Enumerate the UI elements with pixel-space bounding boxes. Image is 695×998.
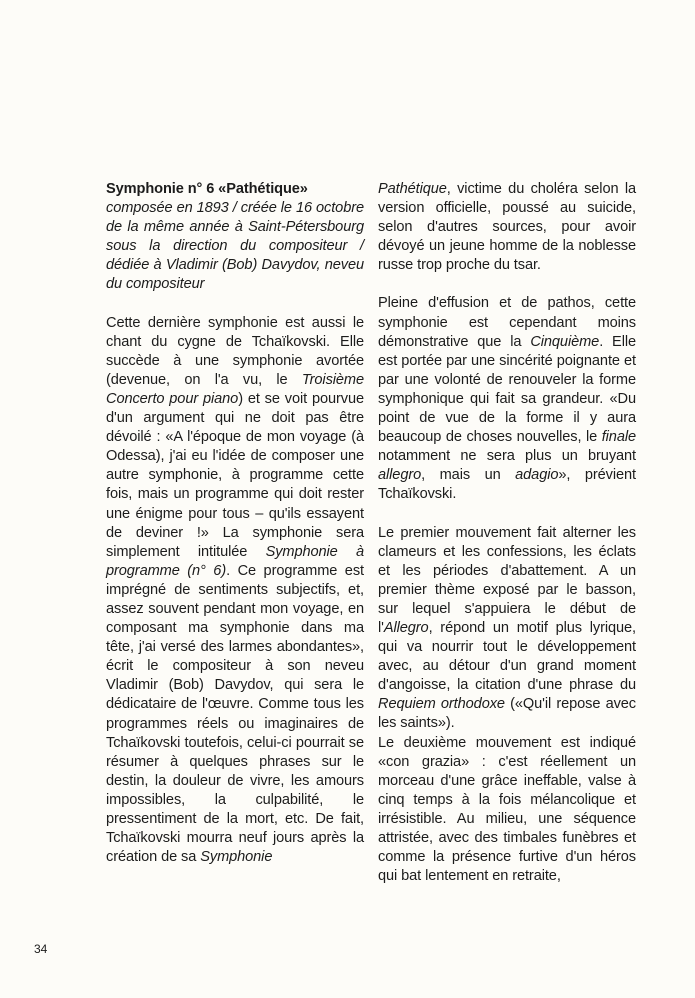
- text-run: («Qu'il repose avec les saints»).: [378, 696, 636, 732]
- right-column: [378, 180, 636, 886]
- body-paragraph: [378, 180, 636, 275]
- text-run: , victime du choléra selon la version officielle, poussé au suicide, selon d'autres sources, pour avoir dévoyé un jeune homme de la noblesse russe trop proche du tsar.: [378, 181, 636, 274]
- italic-term: allegro: [378, 467, 422, 484]
- text-run: Cette dernière symphonie est aussi le chant du cygne de Tchaïkovski. Elle succède à une symphonie avortée (devenue, on l'a vu, le: [106, 314, 364, 388]
- text-run: Le premier mouvement fait alterner les clameurs et les confessions, les éclats et les périodes d'abattement. A un premier thème exposé par le basson, sur lequel s'appuiera le début de l': [378, 524, 636, 636]
- text-run: Le deuxième mouvement est indiqué «con grazia» : c'est réellement un morceau d'une grâce ineffable, valse à cinq temps à la fois mélancolique et irrésistible. Au milieu, une séquence attristée, avec des timbales funèbres et comme la présence furtive d'un héros qui bat lentement en retraite,: [378, 734, 636, 885]
- italic-term: Allegro: [383, 619, 429, 636]
- text-run: , mais un: [421, 467, 516, 484]
- body-paragraph: [378, 734, 636, 887]
- text-run: ) et se voit pourvue d'un argument qui ne doit pas être dévoilé : «A l'époque de mon voyage (à Odessa), j'ai eu l'idée de composer une autre symphonie, à programme cette fois, mais un programme qui doit rester une énigme pour tous – qu'ils essayent de deviner !» La symphonie sera simplement intitulée: [106, 390, 364, 560]
- italic-term: adagio: [515, 467, 559, 484]
- text-run: Pleine d'effusion et de pathos, cette symphonie est cependant moins démonstrative que la: [378, 295, 636, 350]
- italic-title: Troisième Concerto pour piano: [106, 371, 364, 407]
- page-number: 34: [34, 942, 48, 956]
- text-run: notamment ne sera plus un bruyant: [378, 448, 636, 465]
- italic-title: Symphonie à programme (n° 6): [106, 543, 364, 579]
- body-paragraph: [378, 294, 636, 504]
- text-run: . Ce programme est imprégné de sentiments subjectifs, et, assez souvent pendant mon voyage, en composant ma symphonie dans ma tête, j'ai versé des larmes abondantes», écrit le compositeur à son neveu Vladimir (Bob) Davydov, qui sera le dédicataire de l'œuvre. Comme tous les programmes réels ou imaginaires de Tchaïkovski toutefois, celui-ci pourrait se résumer à quelques phrases sur le destin, la douleur de vivre, les amours impossibles, la culpabilité, le pressentiment de la mort, etc. De fait, Tchaïkovski mourra neuf jours après la création de sa: [106, 562, 364, 866]
- text-run: , répond un motif plus lyrique, qui va nourrir tout le développement avec, au détour d'un grand moment d'angoisse, la citation d'une phrase du: [378, 619, 636, 694]
- section-title: Symphonie n° 6 «Pathétique»: [106, 181, 308, 197]
- section-subtitle: composée en 1893 / créée le 16 octobre de la même année à Saint-Pétersbourg sous la direction du compositeur / dédiée à Vladimir (Bob) Davydov, neveu du compositeur: [106, 200, 364, 293]
- body-paragraph: [378, 524, 636, 734]
- text-run: », prévient Tchaïkovski.: [378, 467, 637, 503]
- text-run: . Elle est portée par une sincérité poignante et par une volonté de renouveler la forme symphonique qui fait sa grandeur. «Du point de vue de la forme il y aura beaucoup de choses nouvelles, le: [378, 333, 636, 446]
- body-paragraph: [106, 314, 364, 868]
- italic-term: finale: [601, 429, 636, 446]
- italic-title: Pathétique: [378, 181, 447, 197]
- italic-title: Cinquième: [530, 333, 600, 350]
- italic-title: Symphonie: [200, 849, 273, 866]
- italic-title: Requiem orthodoxe: [378, 696, 505, 713]
- left-column: [106, 180, 364, 867]
